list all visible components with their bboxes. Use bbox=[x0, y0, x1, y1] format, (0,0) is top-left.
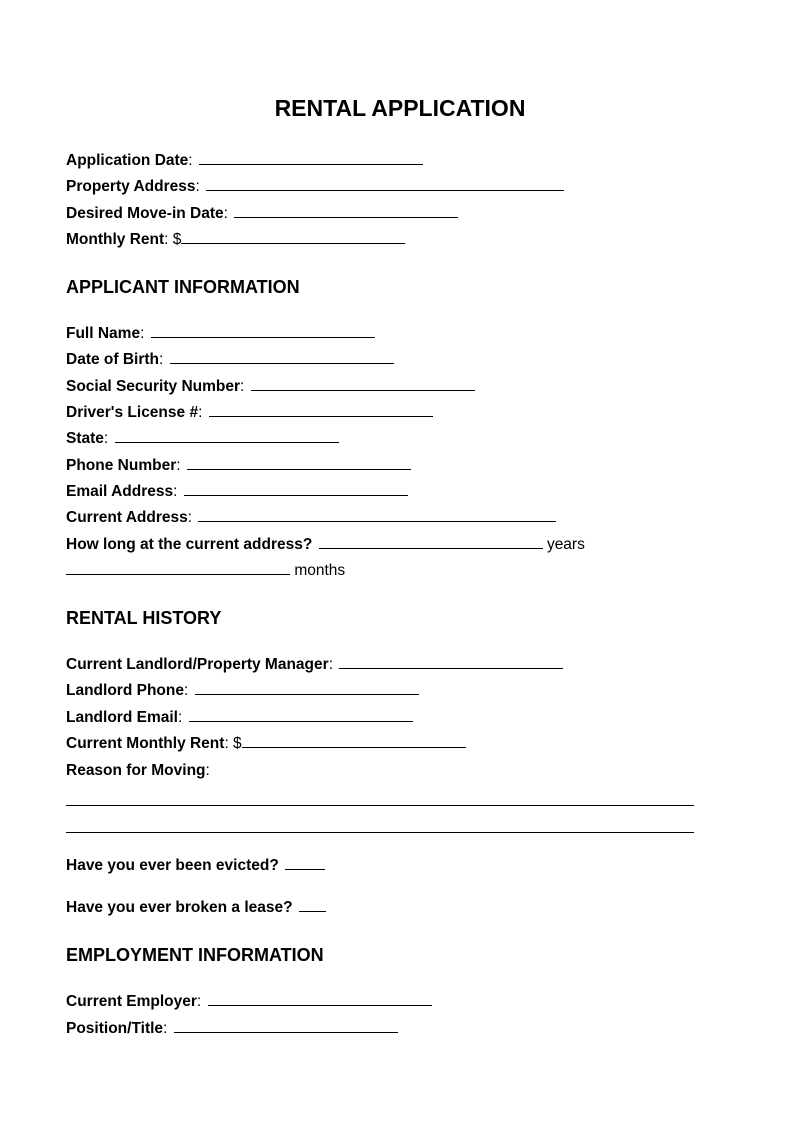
label-suffix: : bbox=[223, 205, 228, 222]
monthly-rent-row bbox=[66, 230, 405, 250]
label-suffix: : bbox=[177, 709, 183, 726]
move-in-date-label: Desired Move-in Date bbox=[66, 205, 224, 222]
drivers-license-row bbox=[66, 403, 433, 423]
label-suffix: : bbox=[198, 404, 203, 421]
label-suffix: : bbox=[176, 457, 181, 474]
reason-for-moving-line-2[interactable] bbox=[66, 832, 694, 833]
date-of-birth-field[interactable] bbox=[170, 362, 394, 364]
reason-for-moving-line-1[interactable] bbox=[66, 805, 694, 806]
property-address-row bbox=[66, 177, 564, 197]
page-title: RENTAL APPLICATION bbox=[274, 95, 526, 121]
move-in-date-row bbox=[66, 204, 458, 224]
property-address-field[interactable] bbox=[206, 189, 564, 191]
current-landlord-field[interactable] bbox=[339, 667, 563, 669]
label-suffix: : bbox=[188, 152, 193, 169]
label-suffix: : bbox=[140, 325, 145, 342]
months-field[interactable] bbox=[66, 573, 290, 575]
monthly-rent-label: Monthly Rent bbox=[66, 231, 165, 248]
property-address-label: Property Address bbox=[66, 178, 196, 195]
how-long-row bbox=[66, 535, 585, 555]
current-monthly-rent-field[interactable] bbox=[242, 746, 466, 748]
years-unit: years bbox=[546, 536, 585, 553]
monthly-rent-field[interactable] bbox=[181, 242, 405, 244]
current-employer-row bbox=[66, 992, 432, 1012]
label-suffix: : bbox=[205, 762, 210, 779]
email-address-label: Email Address bbox=[66, 483, 174, 500]
label-suffix: : bbox=[183, 682, 189, 699]
date-of-birth-label: Date of Birth bbox=[66, 351, 159, 368]
label-suffix: : bbox=[240, 378, 245, 395]
evicted-row bbox=[66, 856, 325, 876]
label-suffix: : bbox=[328, 656, 333, 673]
label-suffix: : bbox=[163, 1020, 168, 1037]
application-date-field[interactable] bbox=[199, 163, 423, 165]
full-name-label: Full Name bbox=[66, 325, 141, 342]
evicted-question: Have you ever been evicted? bbox=[66, 857, 279, 874]
current-landlord-label: Current Landlord/Property Manager bbox=[66, 656, 329, 673]
application-date-row bbox=[66, 151, 423, 171]
label-suffix: : bbox=[173, 483, 178, 500]
landlord-phone-row bbox=[66, 681, 419, 701]
current-address-label: Current Address bbox=[66, 509, 188, 526]
label-suffix: : $ bbox=[164, 231, 182, 248]
applicant-info-heading: APPLICANT INFORMATION bbox=[66, 277, 300, 297]
phone-number-field[interactable] bbox=[187, 468, 411, 470]
drivers-license-label: Driver's License # bbox=[66, 404, 199, 421]
landlord-phone-field[interactable] bbox=[195, 693, 419, 695]
full-name-row bbox=[66, 324, 375, 344]
position-title-field[interactable] bbox=[174, 1031, 398, 1033]
broken-lease-row bbox=[66, 898, 326, 918]
current-monthly-rent-row bbox=[66, 734, 466, 754]
drivers-license-field[interactable] bbox=[209, 415, 433, 417]
broken-lease-question: Have you ever broken a lease? bbox=[66, 899, 293, 916]
how-long-label: How long at the current address? bbox=[66, 536, 313, 553]
current-employer-label: Current Employer bbox=[66, 993, 197, 1010]
date-of-birth-row bbox=[66, 350, 394, 370]
state-row bbox=[66, 429, 339, 449]
move-in-date-field[interactable] bbox=[234, 216, 458, 218]
full-name-field[interactable] bbox=[151, 336, 375, 338]
rental-history-heading: RENTAL HISTORY bbox=[66, 608, 222, 628]
position-title-label: Position/Title bbox=[66, 1020, 164, 1037]
landlord-email-label: Landlord Email bbox=[66, 709, 178, 726]
phone-number-label: Phone Number bbox=[66, 457, 177, 474]
label-suffix: : bbox=[103, 430, 109, 447]
state-field[interactable] bbox=[115, 441, 339, 443]
months-row bbox=[66, 561, 345, 581]
current-address-row bbox=[66, 508, 556, 528]
label-suffix: : bbox=[196, 993, 202, 1010]
email-address-row bbox=[66, 482, 408, 502]
label-suffix: : bbox=[159, 351, 164, 368]
state-label: State bbox=[66, 430, 104, 447]
current-monthly-rent-label: Current Monthly Rent bbox=[66, 735, 225, 752]
evicted-answer-field[interactable] bbox=[285, 868, 325, 870]
label-suffix: : bbox=[195, 178, 200, 195]
current-employer-field[interactable] bbox=[208, 1004, 432, 1006]
ssn-label: Social Security Number bbox=[66, 378, 241, 395]
reason-for-moving-row bbox=[66, 761, 210, 781]
landlord-phone-label: Landlord Phone bbox=[66, 682, 184, 699]
ssn-row bbox=[66, 377, 475, 397]
phone-number-row bbox=[66, 456, 411, 476]
ssn-field[interactable] bbox=[251, 389, 475, 391]
broken-lease-answer-field[interactable] bbox=[299, 910, 326, 912]
landlord-email-row bbox=[66, 708, 413, 728]
current-landlord-row bbox=[66, 655, 563, 675]
landlord-email-field[interactable] bbox=[189, 720, 413, 722]
application-date-label: Application Date bbox=[66, 152, 189, 169]
label-suffix: : bbox=[187, 509, 193, 526]
label-suffix: : $ bbox=[224, 735, 242, 752]
reason-for-moving-label: Reason for Moving bbox=[66, 762, 206, 779]
current-address-field[interactable] bbox=[198, 520, 556, 522]
employment-info-heading: EMPLOYMENT INFORMATION bbox=[66, 945, 324, 965]
email-address-field[interactable] bbox=[184, 494, 408, 496]
months-unit: months bbox=[294, 562, 346, 579]
years-field[interactable] bbox=[319, 547, 543, 549]
position-title-row bbox=[66, 1019, 398, 1039]
